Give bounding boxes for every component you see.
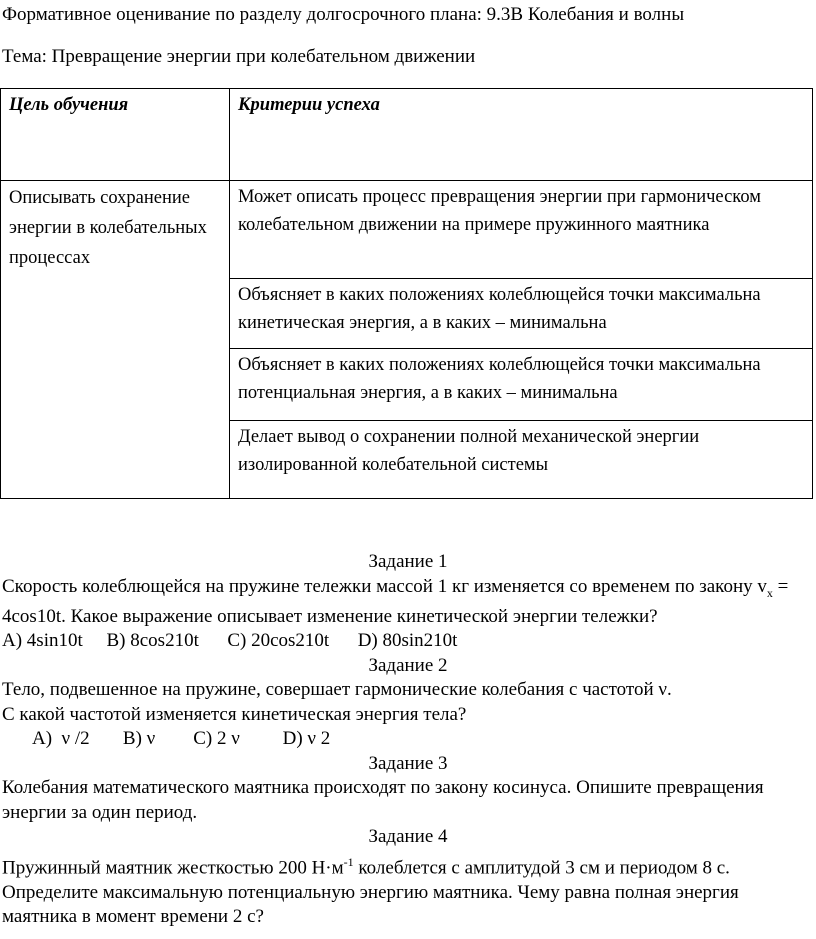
task-text-part: колеблется с амплитудой 3 см и периодом 8 с. Определите максимальную потенциальную энергию маятника. Чему равна полная энергия маятника в момент времени 2 с? <box>2 857 739 928</box>
goal-header: Цель обучения <box>9 95 129 115</box>
task-text-part: Скорость колеблющейся на пружине тележки массой 1 кг изменяется со временем по закону v <box>2 575 767 597</box>
task-title: Задание 1 <box>368 551 448 572</box>
answer-options: A) ν /2 B) ν C) 2 ν D) ν 2 <box>32 728 331 750</box>
task-1 <box>2 550 814 654</box>
table-row <box>1 181 813 279</box>
task-2 <box>2 654 814 752</box>
task-text: Колебания математического маятника происходят по закону косинуса. Опишите превращения энергии за один период. <box>2 777 764 823</box>
task-text-part: = 4cos10t. Какое выражение описывает изменение кинетической энергии тележки? <box>2 575 789 627</box>
task-title: Задание 3 <box>368 752 448 774</box>
criterion-text: Делает вывод о сохранении полной механической энергии изолированной колебательной системы <box>238 427 700 475</box>
task-text <box>2 575 814 630</box>
goal-cell <box>1 181 230 499</box>
task-text-part: Пружинный маятник жесткостью 200 Н·м <box>2 857 344 879</box>
criterion-cell <box>230 349 813 421</box>
table-header-row <box>1 89 813 181</box>
header-cell <box>230 89 813 181</box>
criterion-text: Объясняет в каких положениях колеблющейся точки максимальна потенциальная энергия, а в каких – минимальна <box>238 355 761 403</box>
criteria-table <box>0 88 813 499</box>
criterion-text: Может описать процесс превращения энергии при гармоническом колебательном движении на примере пружинного маятника <box>238 187 761 235</box>
header-cell <box>1 89 230 181</box>
task-3 <box>2 752 814 826</box>
tasks-section <box>2 550 814 930</box>
criterion-text: Объясняет в каких положениях колеблющейся точки максимальна кинетическая энергия, а в каких – минимальна <box>238 285 761 333</box>
subscript: x <box>766 585 773 600</box>
task-text: С какой частотой изменяется кинетическая энергия тела? <box>2 703 467 725</box>
criteria-header: Критерии успеха <box>238 95 380 115</box>
answer-options: A) 4sin10t B) 8cos210t C) 20cos210t D) 80sin210t <box>2 630 458 652</box>
criterion-cell <box>230 421 813 499</box>
task-text: Тело, подвешенное на пружине, совершает гармонические колебания с частотой ν. <box>2 679 672 701</box>
task-title: Задание 2 <box>368 654 448 676</box>
goal-text: Описывать сохранение энергии в колебательных процессах <box>9 188 207 268</box>
task-title: Задание 4 <box>368 826 448 848</box>
criterion-cell <box>230 279 813 349</box>
task-text <box>2 850 814 930</box>
task-4 <box>2 825 814 929</box>
topic-line: Тема: Превращение энергии при колебательном движении <box>2 46 476 67</box>
document-title: Формативное оценивание по разделу долгосрочного плана: 9.3В Колебания и волны <box>2 4 685 25</box>
criterion-cell <box>230 181 813 279</box>
superscript: -1 <box>343 854 354 869</box>
